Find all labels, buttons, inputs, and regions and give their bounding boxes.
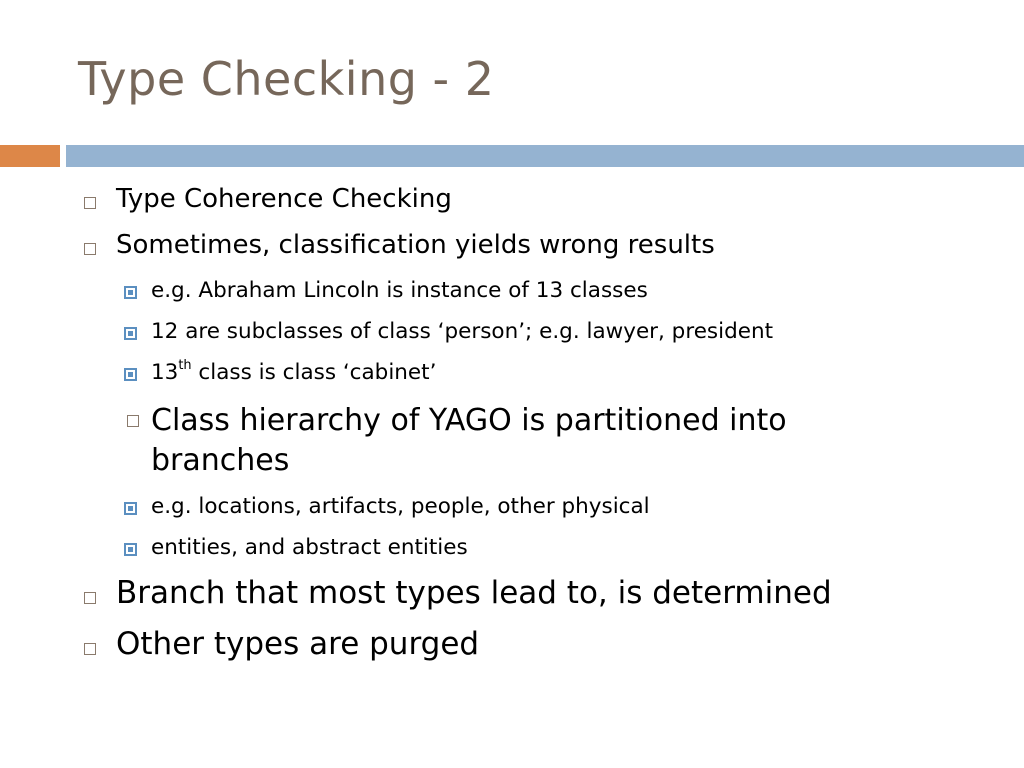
list-item (116, 184, 452, 214)
hollow-square-bullet-icon (84, 643, 96, 655)
bullet-text (151, 357, 437, 385)
hollow-square-bullet-icon (84, 592, 96, 604)
filled-square-bullet-icon (124, 543, 137, 556)
bullet-text-rest: class is class ‘cabinet’ (191, 360, 437, 385)
bullet-text-number: 13 (151, 360, 179, 385)
list-item (151, 357, 437, 385)
list-item (151, 319, 773, 344)
bullet-text-line-1: Class hierarchy of YAGO is partitioned into (151, 403, 787, 438)
filled-square-bullet-icon (124, 368, 137, 381)
filled-square-bullet-icon (124, 327, 137, 340)
bullet-text: e.g. locations, artifacts, people, other physical (151, 494, 650, 519)
list-item (116, 230, 715, 260)
blue-accent-bar (66, 145, 1024, 167)
bullet-text: 12 are subclasses of class ‘person’; e.g. lawyer, president (151, 319, 774, 344)
list-item (116, 626, 479, 662)
bullet-text: Type Coherence Checking (116, 184, 452, 214)
bullet-text: Branch that most types lead to, is determined (116, 575, 832, 611)
bullet-text: e.g. Abraham Lincoln is instance of 13 classes (151, 278, 648, 303)
filled-square-bullet-icon (124, 502, 137, 515)
list-item (151, 278, 648, 303)
bullet-text-line-2: branches (151, 443, 290, 478)
bullet-text: Other types are purged (116, 626, 480, 662)
bullet-text: entities, and abstract entities (151, 535, 468, 560)
bullet-text: Sometimes, classification yields wrong results (116, 230, 715, 260)
list-item (151, 401, 787, 481)
filled-square-bullet-icon (124, 286, 137, 299)
ordinal-superscript: th (178, 357, 192, 373)
hollow-square-bullet-icon (84, 197, 96, 209)
list-item (151, 494, 650, 519)
list-item (151, 535, 468, 560)
list-item (116, 575, 832, 611)
hollow-square-bullet-icon (84, 243, 96, 255)
hollow-square-bullet-icon (127, 415, 139, 427)
orange-accent-bar (0, 145, 60, 167)
slide-title: Type Checking - 2 (78, 52, 495, 106)
